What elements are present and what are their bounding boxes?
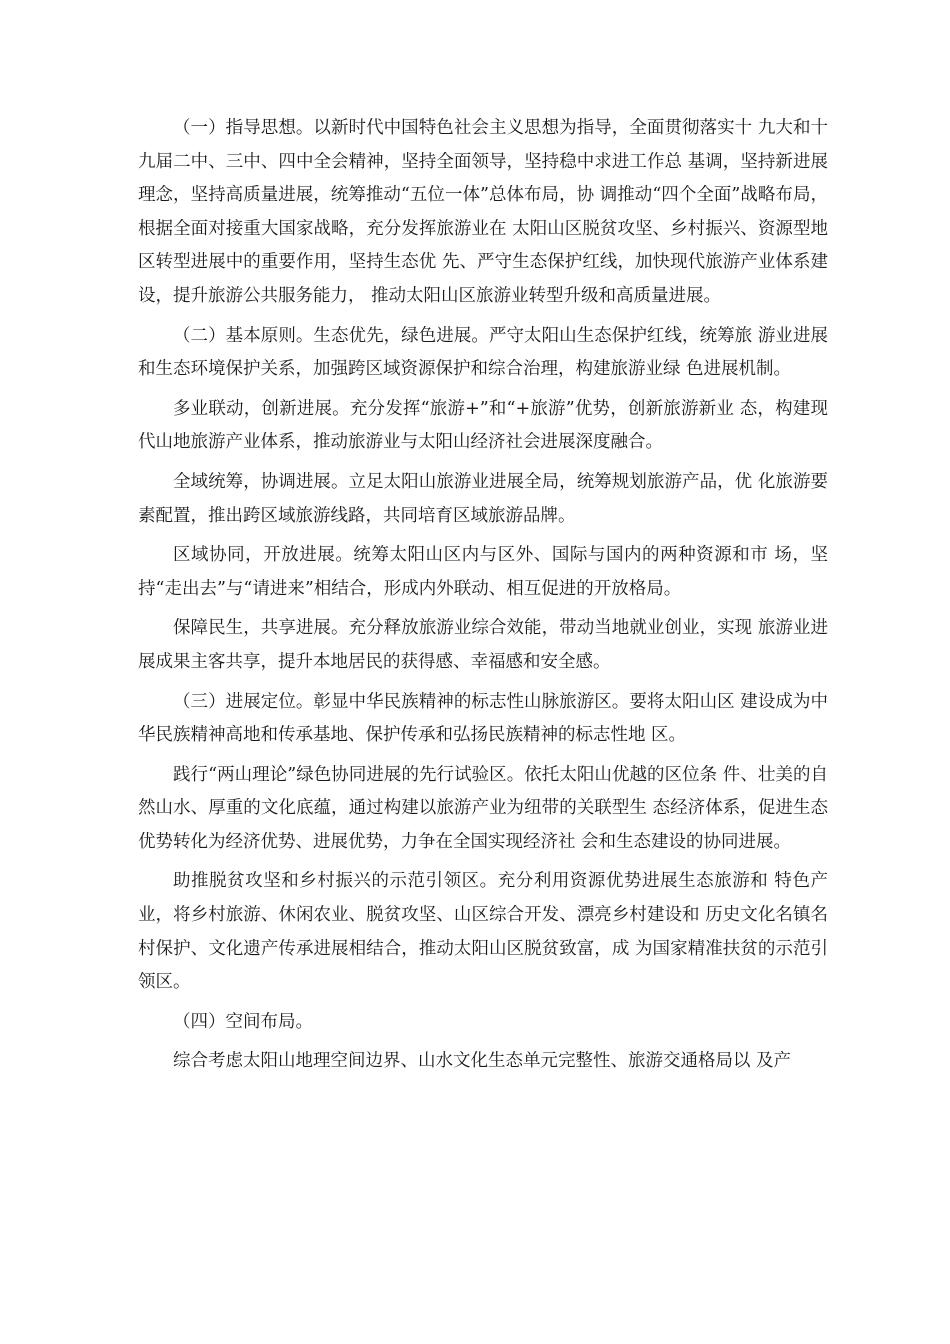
paragraph-positioning: （三）进展定位。彰显中华民族精神的标志性山脉旅游区。要将太阳山区 建设成为中华民族精神高地和传承基地、保护传承和弘扬民族精神的标志性地 区。: [138, 691, 828, 746]
paragraph-two-mountains: 践行“两山理论”绿色协同进展的先行试验区。依托太阳山优越的区位条 件、壮美的自然山水、厚重的文化底蕴，通过构建以旅游产业为纽带的关联型生 态经济体系，促进生态优势转化为经济优势、进展优势，力争在全国实现经济社 会和生态建设的协同进展。: [138, 764, 828, 852]
paragraph-spatial-layout-heading: （四）空间布局。: [173, 1011, 313, 1032]
paragraph-regional-cooperation: 区域协同，开放进展。统筹太阳山区内与区外、国际与国内的两种资源和市 场，坚持“走出去”与“请进来”相结合，形成内外联动、相互促进的开放格局。: [138, 545, 828, 599]
paragraph-multi-industry: 多业联动，创新进展。充分发挥“旅游+”和“+旅游”优势，创新旅游新业 态，构建现代山地旅游产业体系，推动旅游业与太阳山经济社会进展深度融合。: [138, 398, 828, 453]
paragraph-poverty-alleviation: 助推脱贫攻坚和乡村振兴的示范引领区。充分利用资源优势进展生态旅游和 特色产业，将乡村旅游、休闲农业、脱贫攻坚、山区综合开发、漂亮乡村建设和 历史文化名镇名村保护、文化遗产传承进展相结合，推动太阳山区脱贫致富，成 为国家精准扶贫的示范引领区。: [138, 871, 828, 993]
paragraph-livelihood: 保障民生，共享进展。充分释放旅游业综合效能，带动当地就业创业，实现 旅游业进展成果主客共享，提升本地居民的获得感、幸福感和安全感。: [138, 618, 828, 672]
document-body: [138, 112, 828, 1085]
paragraph-basic-principles: （二）基本原则。生态优先，绿色进展。严守太阳山生态保护红线，统筹旅 游业进展和生态环境保护关系，加强跨区域资源保护和综合治理，构建旅游业绿 色进展机制。: [138, 325, 828, 380]
paragraph-spatial-layout: 综合考虑太阳山地理空间边界、山水文化生态单元完整性、旅游交通格局以 及产: [173, 1051, 792, 1072]
paragraph-guiding-ideology: （一）指导思想。以新时代中国特色社会主义思想为指导，全面贯彻落实十 九大和十九届二中、三中、四中全会精神，坚持全面领导，坚持稳中求进工作总 基调，坚持新进展理念，坚持高质量进展，统筹推动“五位一体”总体布局，协 调推动“四个全面”战略布局，根据全面对接重大国家战略，充分发挥旅游业在 太阳山区脱贫攻坚、乡村振兴、资源型地区转型进展中的重要作用，坚持生态优 先、严守生态保护红线，加快现代旅游产业体系建设，提升旅游公共服务能力， 推动太阳山区旅游业转型升级和高质量进展。: [138, 118, 828, 306]
paragraph-overall-planning: 全域统筹，协调进展。立足太阳山旅游业进展全局，统筹规划旅游产品，优 化旅游要素配置，推出跨区域旅游线路，共同培育区域旅游品牌。: [138, 471, 828, 526]
